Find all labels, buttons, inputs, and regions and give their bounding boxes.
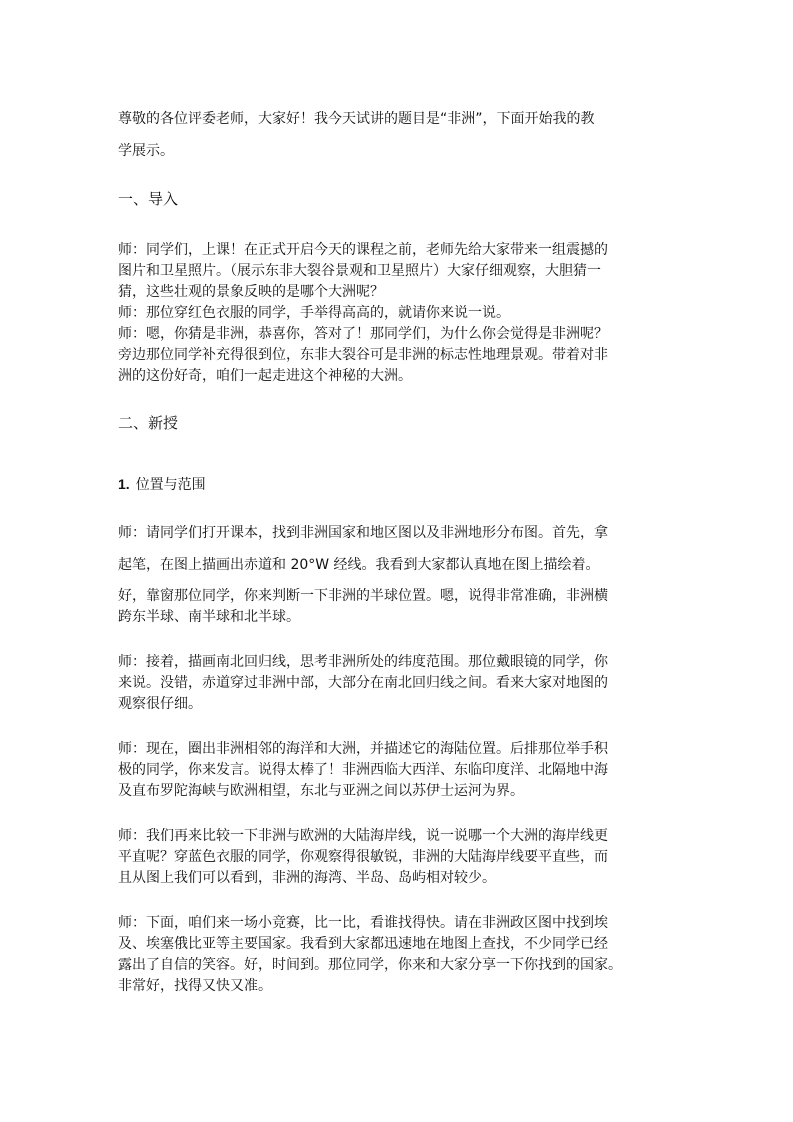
paragraph-line: 及直布罗陀海峡与欧洲相望，东北与亚洲之间以苏伊士运河为界。 [118,783,524,799]
paragraph-line: 好，靠窗那位同学，你来判断一下非洲的半球位置。嗯，说得非常准确，非洲横 [118,588,608,604]
paragraph-line: 师：那位穿红色衣服的同学，手举得高高的，就请你来说一说。 [118,305,510,321]
paragraph-line: 师：下面，咱们来一场小竞赛，比一比，看谁找得快。请在非洲政区图中找到埃 [118,915,608,931]
paragraph-line: 露出了自信的笑容。好，时间到。那位同学，你来和大家分享一下你找到的国家。 [118,957,622,973]
subsection-heading-location [118,474,206,494]
subsection-title: 位置与范围 [135,477,206,493]
paragraph-line: 师：我们再来比较一下非洲与欧洲的大陆海岸线，说一说哪一个大洲的海岸线更 [118,828,608,844]
paragraph-line: 平直呢？穿蓝色衣服的同学，你观察得很敏锐，非洲的大陆海岸线要平直些，而 [118,849,608,865]
paragraph-line: 非常好，找得又快又准。 [118,978,272,994]
section-heading-intro: 一、导入 [118,190,179,208]
paragraph-line: 且从图上我们可以看到，非洲的海湾、半岛、岛屿相对较少。 [118,870,496,886]
paragraph-line: 极的同学，你来发言。说得太棒了！非洲西临大西洋、东临印度洋、北隔地中海 [118,762,608,778]
paragraph-line: 洲的这份好奇，咱们一起走进这个神秘的大洲。 [118,368,412,384]
paragraph-line: 跨东半球、南半球和北半球。 [118,609,300,625]
paragraph-line: 猜，这些壮观的景象反映的是哪个大洲呢？ [118,284,384,300]
paragraph-line: 图片和卫星照片。（展示东非大裂谷景观和卫星照片）大家仔细观察，大胆猜一 [118,263,601,279]
intro-line-2: 学展示。 [118,143,174,159]
paragraph-line: 师：同学们，上课！在正式开启今天的课程之前，老师先给大家带来一组震撼的 [118,242,608,258]
paragraph-line: 观察很仔细。 [118,696,202,712]
paragraph-line: 师：接着，描画南北回归线，思考非洲所处的纬度范围。那位戴眼镜的同学，你 [118,654,608,670]
paragraph-line: 旁边那位同学补充得很到位，东非大裂谷可是非洲的标志性地理景观。带着对非 [118,347,608,363]
paragraph-line: 及、埃塞俄比亚等主要国家。我看到大家都迅速地在地图上查找，不少同学已经 [118,936,608,952]
paragraph-line: 起笔，在图上描画出赤道和 20°W 经线。我看到大家都认真地在图上描绘着。 [118,557,600,573]
paragraph-line: 师：现在，圈出非洲相邻的海洋和大洲，并描述它的海陆位置。后排那位举手积 [118,741,608,757]
subsection-number: 1. [118,476,130,492]
paragraph-line: 师：嗯，你猜是非洲，恭喜你，答对了！那同学们，为什么你会觉得是非洲呢？ [118,326,608,342]
intro-line-1: 尊敬的各位评委老师，大家好！我今天试讲的题目是“非洲”，下面开始我的教 [118,111,595,127]
section-heading-new-lesson: 二、新授 [118,414,179,432]
paragraph-line: 师：请同学们打开课本，找到非洲国家和地区图以及非洲地形分布图。首先，拿 [118,525,608,541]
paragraph-line: 来说。没错，赤道穿过非洲中部，大部分在南北回归线之间。看来大家对地图的 [118,675,608,691]
